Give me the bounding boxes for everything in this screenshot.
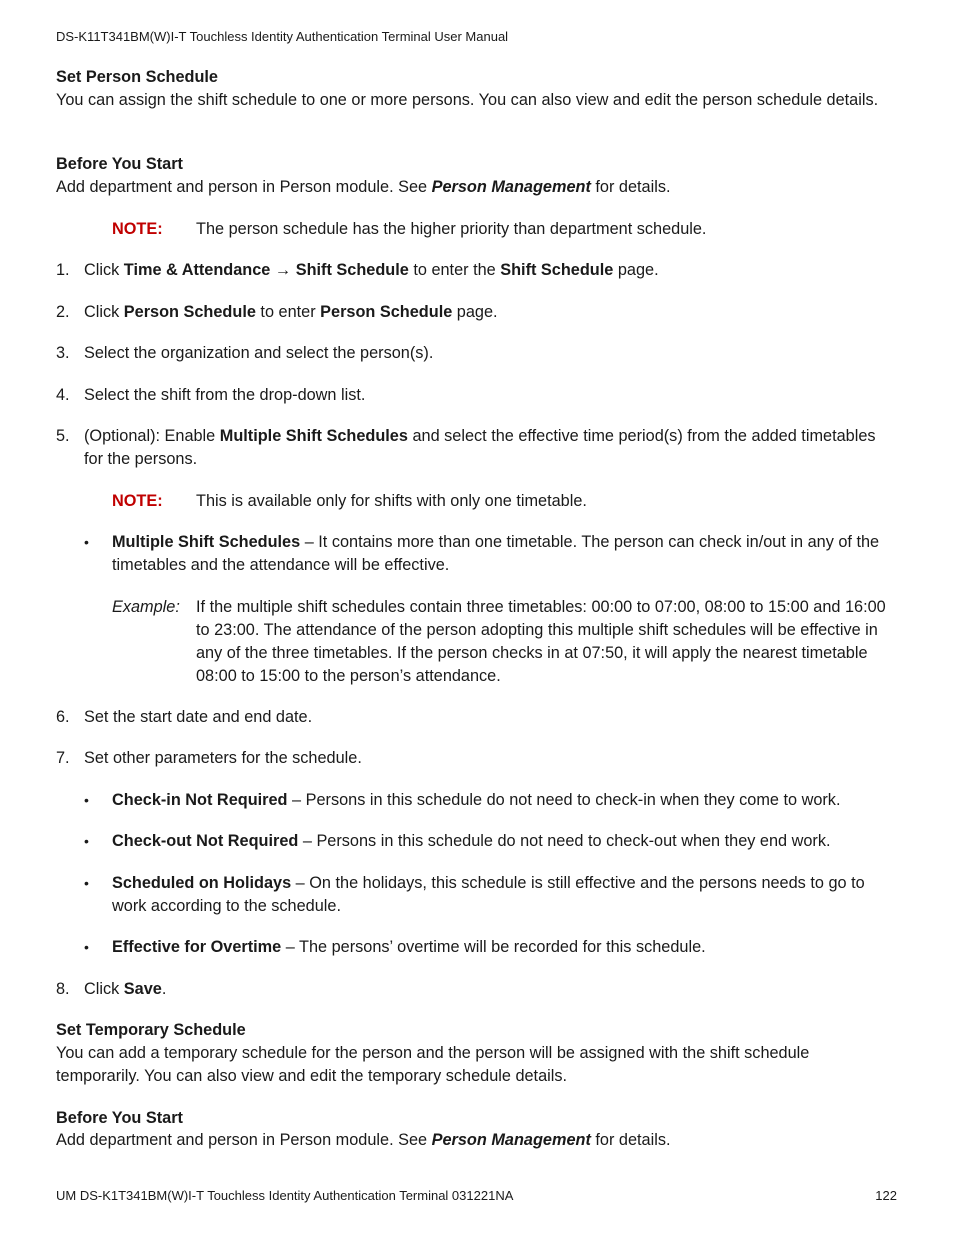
- bullet-dot: •: [84, 939, 89, 955]
- note-text: This is available only for shifts with only one timetable.: [196, 492, 587, 510]
- note-text: The person schedule has the higher priority than department schedule.: [196, 220, 707, 238]
- step-7: 7. Set other parameters for the schedule.: [56, 749, 362, 767]
- step-5: 5. (Optional): Enable Multiple Shift Schedules and select the effective time period(s) from the added timetables for the persons.: [56, 427, 876, 468]
- step-2: 2. Click Person Schedule to enter Person Schedule page.: [56, 303, 498, 321]
- example-text: If the multiple shift schedules contain three timetables: 00:00 to 07:00, 08:00 to 15:00 and 16:00 to 23:00. The attendance of the person adopting this multiple shift schedules will be effective in any of the three timetables. If the person checks in at 07:50, it will apply the nearest timetable 08:00 to 15:00 to the person’s attendance.: [196, 598, 886, 685]
- note-label: NOTE:: [112, 492, 163, 510]
- before-you-start-text: Add department and person in Person module. See Person Management for details.: [56, 178, 671, 196]
- page-footer: UM DS-K1T341BM(W)I-T Touchless Identity Authentication Terminal 031221NA: [56, 1188, 514, 1203]
- step-8: 8. Click Save.: [56, 980, 167, 998]
- before-you-start-text: Add department and person in Person module. See Person Management for details.: [56, 1131, 671, 1149]
- before-you-start-heading: Before You Start: [56, 1109, 183, 1127]
- before-you-start-heading: Before You Start: [56, 155, 183, 173]
- bullet-dot: •: [84, 792, 89, 808]
- example-block: [112, 596, 896, 688]
- note-box: [112, 490, 902, 513]
- bullet-holidays: • Scheduled on Holidays – On the holidays, this schedule is still effective and the persons needs to go to work according to the schedule.: [84, 874, 865, 915]
- page-number: 122: [875, 1188, 897, 1203]
- step-3: 3. Select the organization and select the person(s).: [56, 344, 434, 362]
- bullet-dot: •: [84, 833, 89, 849]
- section-intro: You can assign the shift schedule to one or more persons. You can also view and edit the person schedule details.: [56, 91, 879, 109]
- bullet-overtime: • Effective for Overtime – The persons’ overtime will be recorded for this schedule.: [84, 936, 896, 959]
- page-header: DS-K11T341BM(W)I-T Touchless Identity Authentication Terminal User Manual: [56, 29, 509, 44]
- step-6: 6. Set the start date and end date.: [56, 708, 313, 726]
- bullet-checkout: • Check-out Not Required – Persons in this schedule do not need to check-out when they end work.: [84, 830, 896, 853]
- bullet-dot: •: [84, 875, 89, 891]
- section-title-person-schedule: Set Person Schedule: [56, 68, 218, 86]
- bullet-multiple-shift: • Multiple Shift Schedules – It contains more than one timetable. The person can check in/out in any of the timetables and the attendance will be effective.: [84, 533, 880, 574]
- note-label: NOTE:: [112, 220, 163, 238]
- bullet-checkin: • Check-in Not Required – Persons in this schedule do not need to check-in when they come to work.: [84, 789, 896, 812]
- person-management-link[interactable]: Person Management: [431, 1131, 591, 1149]
- example-label: Example:: [112, 598, 180, 616]
- step-4: 4. Select the shift from the drop-down list.: [56, 386, 366, 404]
- section-title-temporary-schedule: Set Temporary Schedule: [56, 1021, 246, 1039]
- bullet-dot: •: [84, 534, 89, 550]
- step-1: 1. Click Time & Attendance → Shift Schedule to enter the Shift Schedule page.: [56, 261, 659, 279]
- section-intro: You can add a temporary schedule for the person and the person will be assigned with the shift schedule temporarily. You can also view and edit the temporary schedule details.: [56, 1044, 810, 1085]
- person-management-link[interactable]: Person Management: [431, 178, 591, 196]
- note-box: [112, 218, 902, 241]
